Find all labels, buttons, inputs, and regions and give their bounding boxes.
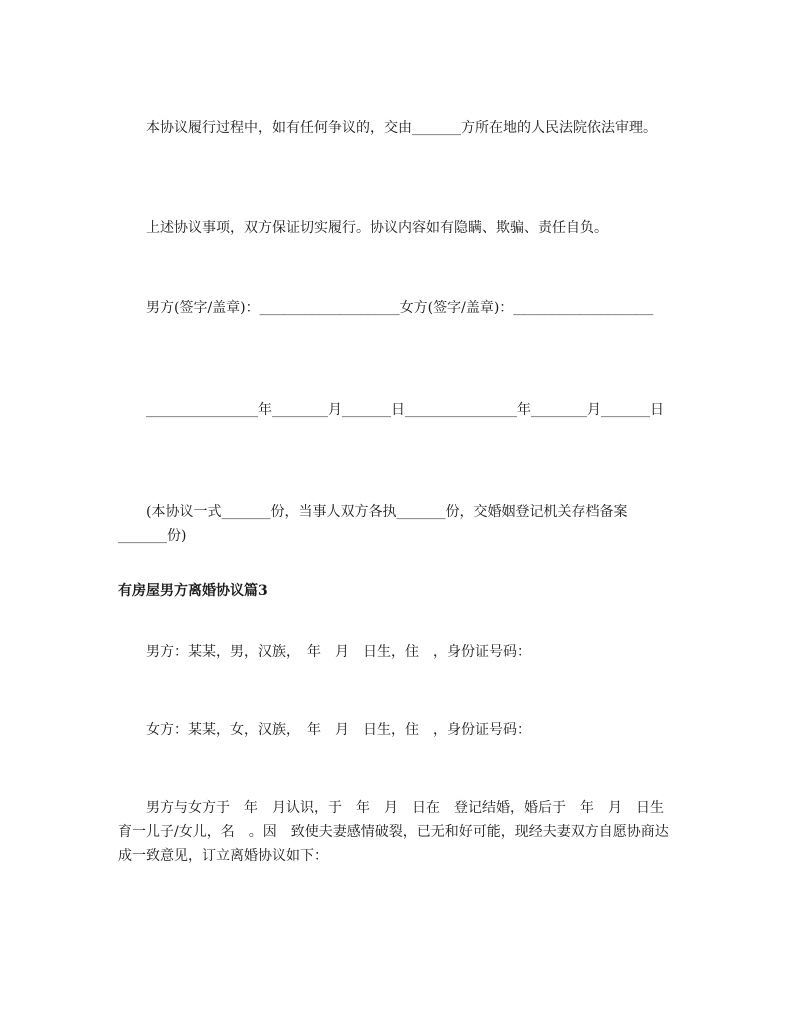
wife-info-paragraph: 女方：某某，女，汉族， 年 月 日生，住 ，身份证号码： [118, 722, 531, 738]
marriage-background-paragraph: 男方与女方于 年 月认识，于 年 月 日在 登记结婚，婚后于 年 月 日生育一儿子/女儿，名 。因 致使夫妻感情破裂，已无和好可能，现经夫妻双方自愿协商达成一致意见，订立离婚协议如下： [118, 800, 669, 864]
date-line: ________________年________月_______日________________年________月_______日 [118, 402, 664, 418]
husband-info-paragraph: 男方：某某，男，汉族， 年 月 日生，住 ，身份证号码： [118, 644, 531, 660]
performance-guarantee-paragraph: 上述协议事项，双方保证切实履行。协议内容如有隐瞒、欺骗、责任自负。 [118, 220, 608, 236]
copies-note-paragraph: (本协议一式_______份，当事人双方各执_______份，交婚姻登记机关存档备案_______份) [118, 504, 628, 544]
section-heading: 有房屋男方离婚协议篇3 [118, 583, 268, 599]
dispute-clause-paragraph: 本协议履行过程中，如有任何争议的，交由_______方所在地的人民法院依法审理。 [118, 120, 657, 136]
signature-line: 男方(签字/盖章)：____________________女方(签字/盖章)：____________________ [118, 300, 654, 316]
